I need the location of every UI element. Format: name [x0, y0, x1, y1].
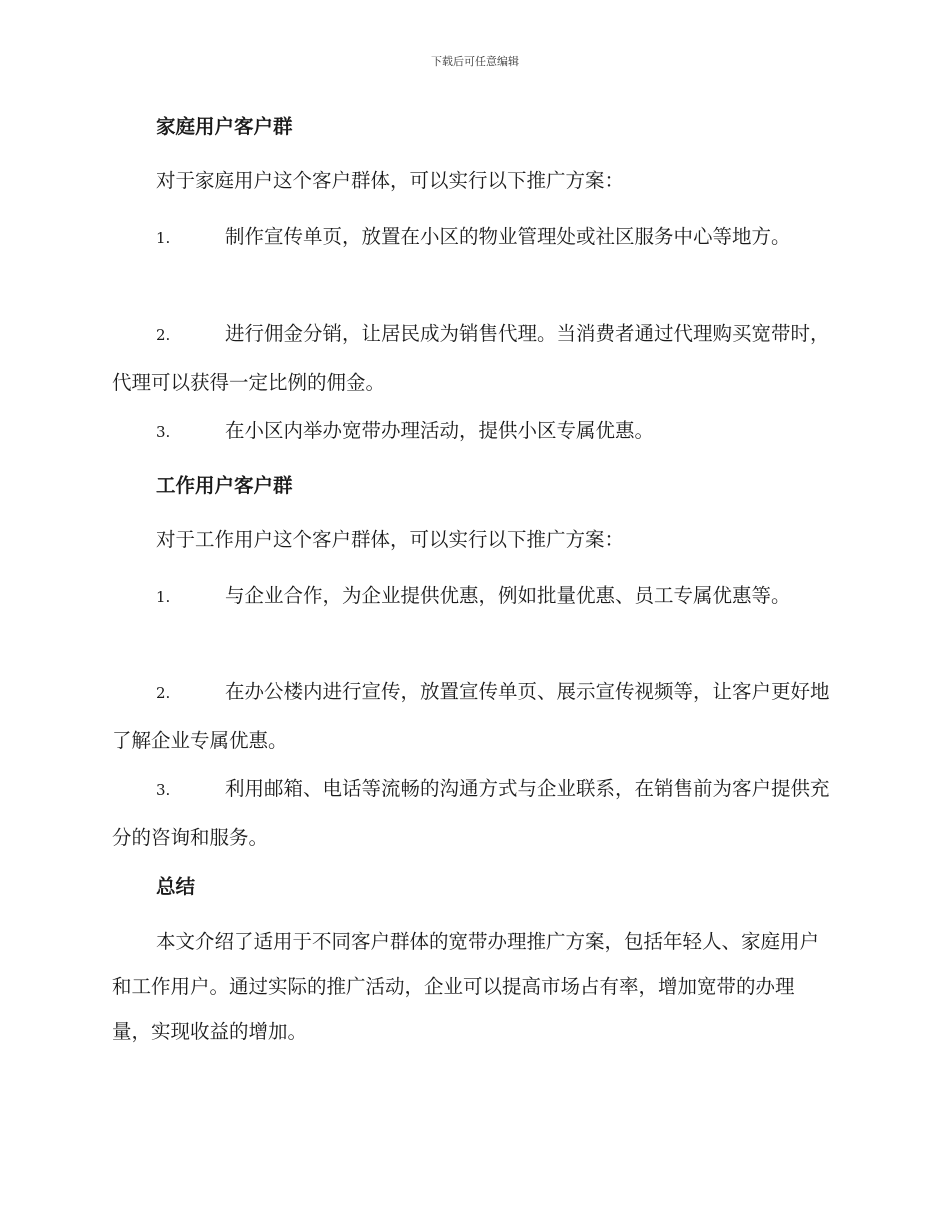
list-item — [112, 213, 832, 262]
list-item — [112, 572, 832, 621]
section-intro-work: 对于工作用户这个客户群体，可以实行以下推广方案： — [156, 528, 625, 551]
section-heading-summary: 总结 — [156, 875, 196, 898]
summary-paragraph: 本文介绍了适用于不同客户群体的宽带办理推广方案，包括年轻人、家庭用户和工作用户。通过实际的推广活动，企业可以提高市场占有率，增加宽带的办理量，实现收益的增加。 — [112, 930, 820, 1043]
section-intro-family: 对于家庭用户这个客户群体，可以实行以下推广方案： — [156, 169, 625, 192]
list-item-text: 在小区内举办宽带办理活动，提供小区专属优惠。 — [225, 419, 655, 442]
list-item — [112, 407, 832, 456]
list-item-number: 3. — [156, 781, 171, 799]
section-heading-work: 工作用户客户群 — [156, 474, 293, 497]
list-item-text: 利用邮箱、电话等流畅的沟通方式与企业联系，在销售前为客户提供充分的咨询和服务。 — [112, 777, 830, 849]
list-item-number: 2. — [156, 326, 171, 344]
page-header-watermark: 下载后可任意编辑 — [431, 55, 519, 68]
list-item-number: 1. — [156, 588, 171, 606]
list-item-number: 3. — [156, 423, 171, 441]
list-item-number: 2. — [156, 684, 171, 702]
list-item-number: 1. — [156, 229, 171, 247]
list-item-text: 制作宣传单页，放置在小区的物业管理处或社区服务中心等地方。 — [225, 225, 791, 248]
list-item-text: 进行佣金分销，让居民成为销售代理。当消费者通过代理购买宽带时，代理可以获得一定比例的佣金。 — [112, 322, 830, 394]
list-item-text: 在办公楼内进行宣传，放置宣传单页、展示宣传视频等，让客户更好地了解企业专属优惠。 — [112, 680, 830, 752]
list-item — [112, 310, 832, 407]
list-item-text: 与企业合作，为企业提供优惠，例如批量优惠、员工专属优惠等。 — [225, 584, 791, 607]
list-item — [112, 765, 832, 862]
section-heading-family: 家庭用户客户群 — [156, 115, 293, 138]
list-item — [112, 668, 832, 765]
